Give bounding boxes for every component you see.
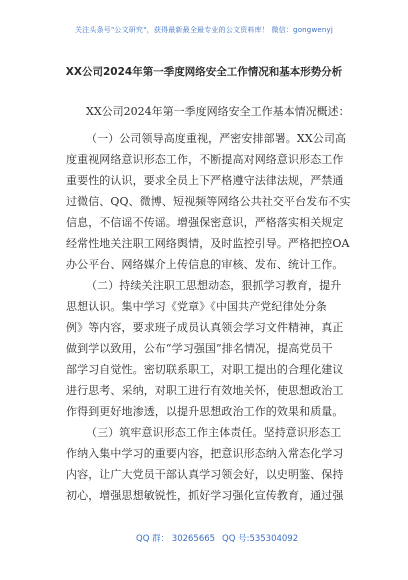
body-line: 例》等内容，要求班子成员认真领会学习文件精神，真正 [66, 321, 344, 334]
body-line: 过微信、QQ、微博、短视频等网络公共社交平台发布不实 [66, 195, 351, 208]
body-line: （三）筑牢意识形态工作主体责任。坚持意识形态工 [86, 426, 342, 439]
footer-qq-group: QQ 群： 30265665 [136, 534, 216, 544]
footer-bar [0, 532, 408, 546]
body-line: （一）公司领导高度重视，严密安排部署。XX公司高 [86, 132, 347, 145]
body-line: （二）持续关注职工思想动态，狠抓学习教育，提升 [86, 279, 342, 292]
body-line: 部学习自觉性。密切联系职工，对职工提出的合理化建议 [66, 363, 344, 376]
body-line: 作纳入集中学习的重要内容，把意识形态纳入常态化学习 [66, 447, 344, 460]
document-title: XX公司2024年第一季度网络安全工作情况和基本形势分析 [65, 66, 343, 78]
body-line: 办公平台、网络媒介上传信息的审核、发布、统计工作。 [66, 258, 344, 271]
body-line: 内容，让广大党员干部认真学习领会好，以史明鉴、保持 [66, 468, 344, 481]
body-line: 初心，增强思想敏锐性，抓好学习强化宣传教育，通过强 [66, 489, 344, 502]
header-banner: 关注头条号"公文研究"，获得最新最全最专业的公文资料库！ 微信：gongwenyj [74, 26, 334, 34]
body-line: 重要性的认识，要求全员上下严格遵守法律法规，严禁通 [66, 174, 344, 187]
body-line: 作得到更好地渗透，以提升思想政治工作的效果和质量。 [66, 405, 344, 418]
intro-paragraph: XX公司2024年第一季度网络安全工作基本情况概述： [86, 105, 350, 118]
body-line: 做到学以致用，公布“学习强国”排名情况，提高党员干 [66, 342, 333, 355]
body-line: 思想认识。集中学习《党章》《中国共产党纪律处分条 [66, 300, 327, 313]
body-line: 信息，不信谣不传谣。增强保密意识，严格落实相关规定 [66, 216, 344, 229]
body-line: 进行思考、采纳，对职工进行有效地关怀，使思想政治工 [66, 384, 344, 397]
footer-qq-number: QQ 号:535304092 [222, 534, 299, 544]
document-body [66, 128, 351, 506]
body-line: 度重视网络意识形态工作，不断提高对网络意识形态工作 [66, 153, 344, 166]
body-line: 经常性地关注职工网络舆情，及时监控引导。严格把控OA [66, 237, 350, 250]
